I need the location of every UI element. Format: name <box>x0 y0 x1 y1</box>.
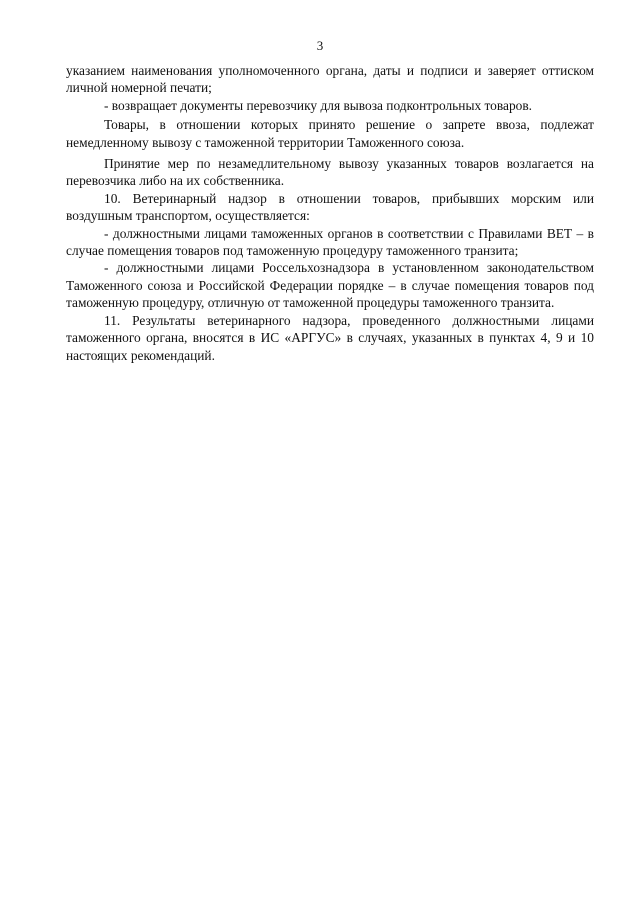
paragraph-rosselkhoznadzor-officials: - должностными лицами Россельхознадзора в установленном законодательством Таможенного союза и Российской Федерации порядке – в случае помещения товаров под таможенную процедуру, отличную от таможенной процедуры таможенного транзита. <box>66 260 594 311</box>
document-body <box>66 62 594 364</box>
paragraph-continuation: указанием наименования уполномоченного органа, даты и подписи и заверяет оттиском личной номерной печати; <box>66 63 594 96</box>
paragraph-item-10: 10. Ветеринарный надзор в отношении товаров, прибывших морским или воздушным транспортом, осуществляется: <box>66 190 594 224</box>
paragraph-customs-officials: - должностными лицами таможенных органов в соответствии с Правилами ВЕТ – в случае помещения товаров под таможенную процедуру таможенного транзита; <box>66 225 594 259</box>
paragraph-return-documents: - возвращает документы перевозчику для вывоза подконтрольных товаров. <box>104 97 533 113</box>
paragraph-item-11: 11. Результаты ветеринарного надзора, проведенного должностными лицами таможенного органа, вносятся в ИС «АРГУС» в случаях, указанных в пунктах 4, 9 и 10 настоящих рекомендаций. <box>66 312 594 363</box>
paragraph-export-measures: Принятие мер по незамедлительному вывозу указанных товаров возлагается на перевозчика либо на их собственника. <box>66 156 594 189</box>
paragraph-prohibited-goods: Товары, в отношении которых принято решение о запрете ввоза, подлежат немедленному вывозу с таможенной территории Таможенного союза. <box>66 117 594 150</box>
page-number: 3 <box>316 38 324 53</box>
